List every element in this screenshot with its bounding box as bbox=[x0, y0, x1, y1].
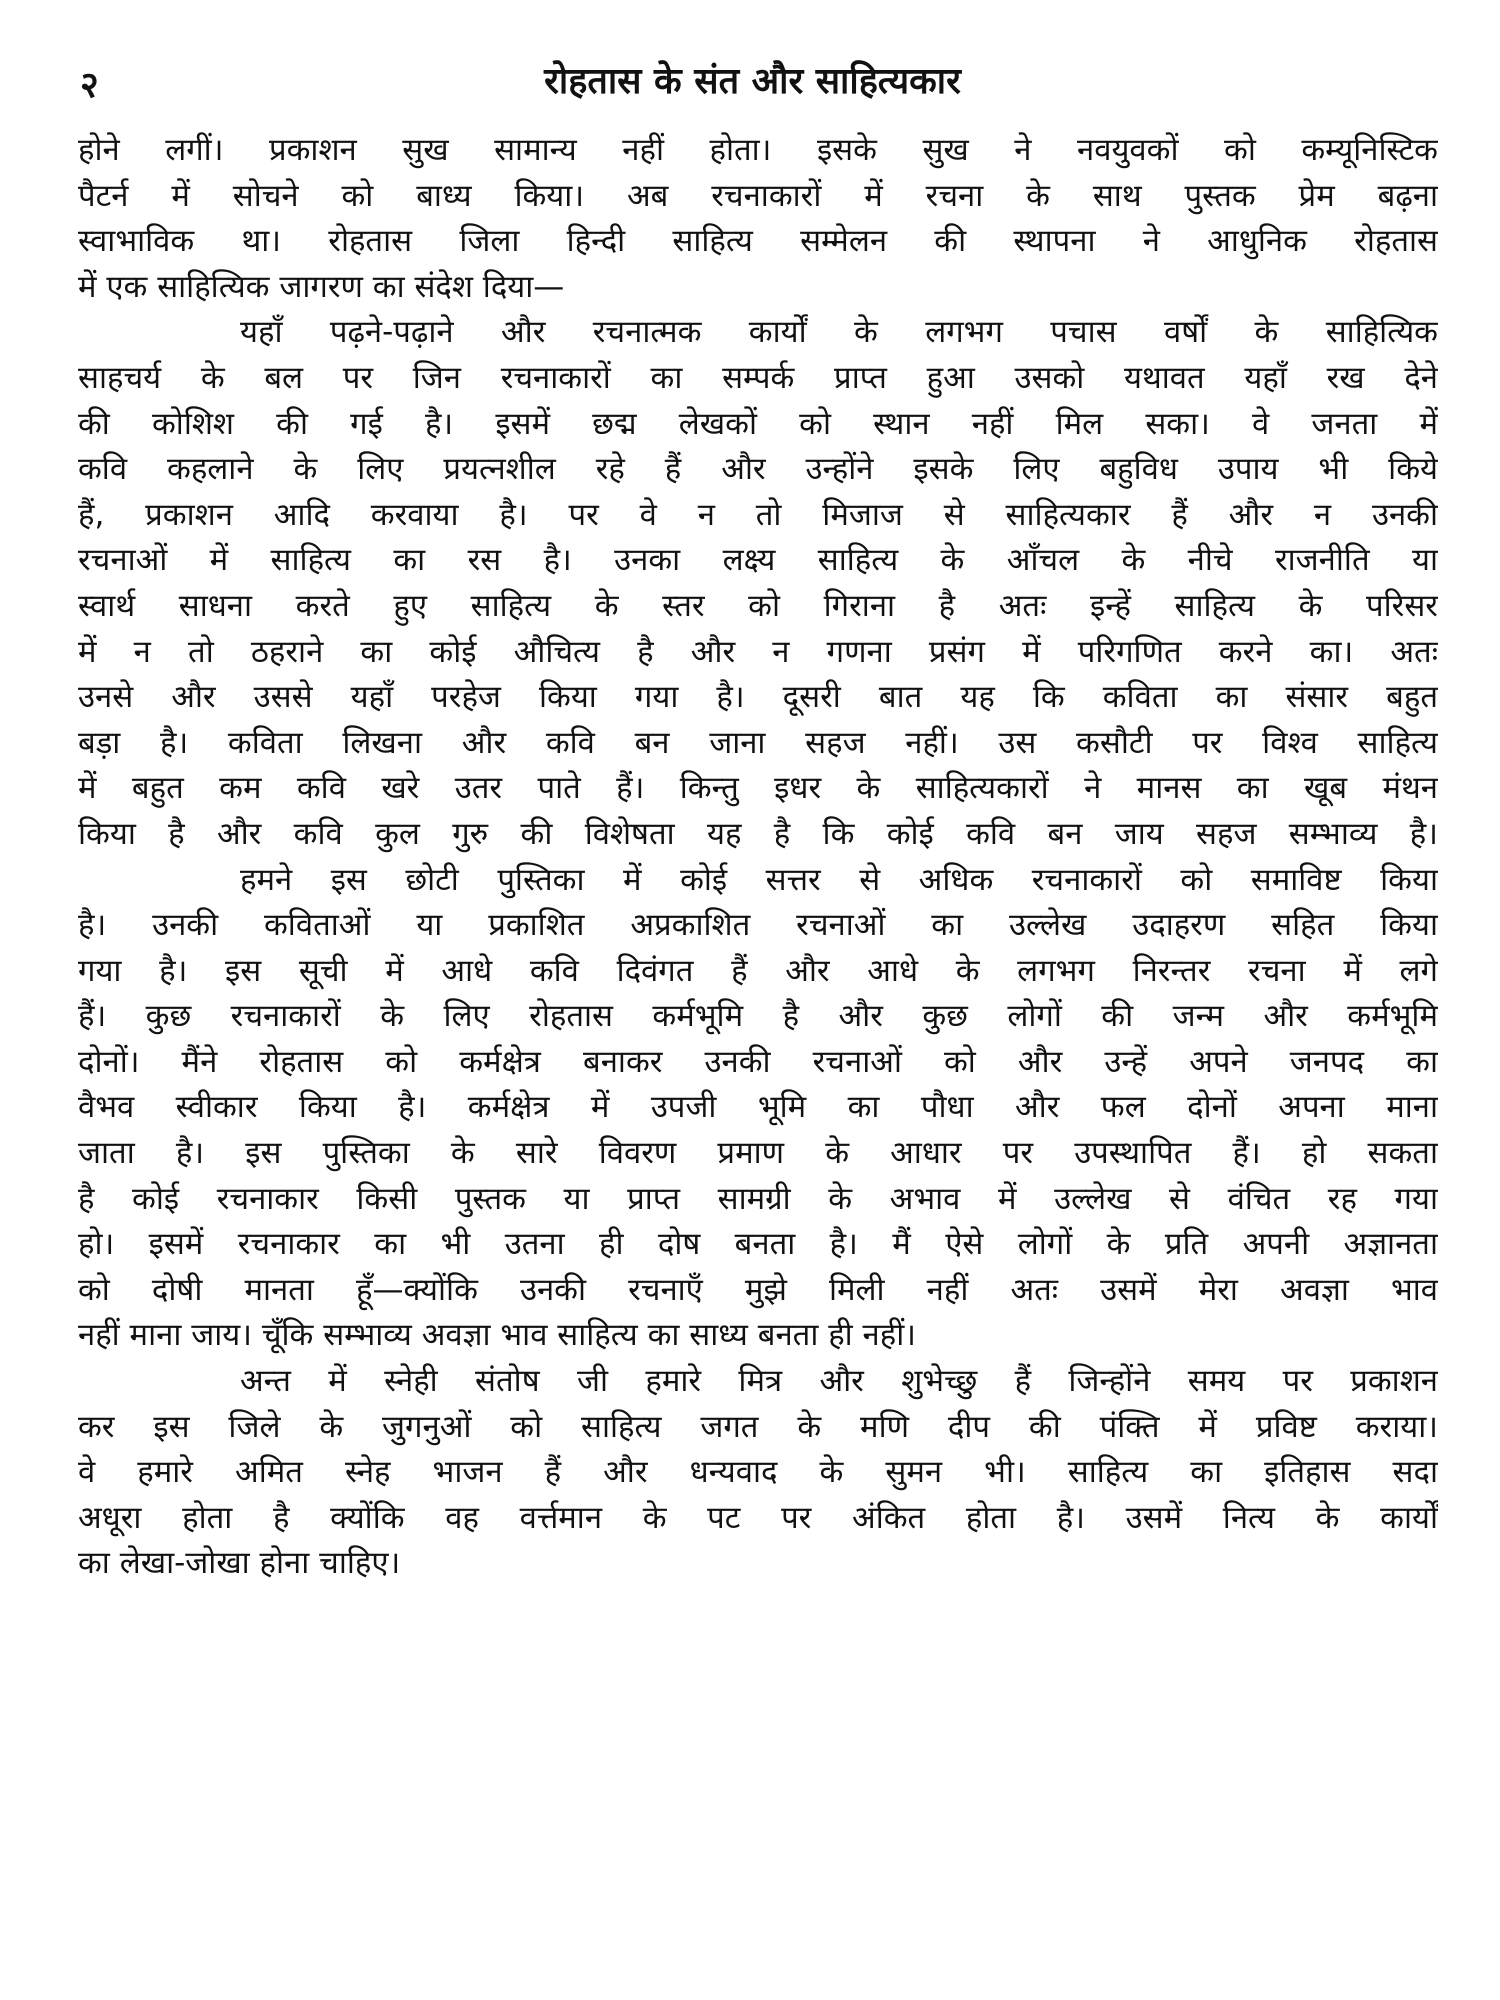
text-line: है कोई रचनाकार किसी पुस्तक या प्राप्त सामग्री के अभाव में उल्लेख से वंचित रह गया bbox=[78, 1180, 1438, 1217]
text-line: में न तो ठहराने का कोई औचित्य है और न गणना प्रसंग में परिगणित करने का। अतः bbox=[78, 633, 1438, 670]
text-line: हो। इसमें रचनाकार का भी उतना ही दोष बनता है। मैं ऐसे लोगों के प्रति अपनी अज्ञानता bbox=[78, 1226, 1438, 1263]
text-line: को दोषी मानता हूँ—क्योंकि उनकी रचनाएँ मुझे मिली नहीं अतः उसमें मेरा अवज्ञा भाव bbox=[78, 1271, 1438, 1308]
text-line: होने लगीं। प्रकाशन सुख सामान्य नहीं होता। इसके सुख ने नवयुवकों को कम्यूनिस्टिक bbox=[78, 132, 1438, 168]
text-line: उनसे और उससे यहाँ परहेज किया गया है। दूसरी बात यह कि कविता का संसार बहुत bbox=[78, 679, 1438, 716]
running-head-title: रोहतास के संत और साहित्यकार bbox=[544, 61, 961, 102]
text-line: अधूरा होता है क्योंकि वह वर्त्तमान के पट पर अंकित होता है। उसमें नित्य के कार्यों bbox=[78, 1499, 1438, 1536]
text-line: में बहुत कम कवि खरे उतर पाते हैं। किन्तु इधर के साहित्यकारों ने मानस का खूब मंथन bbox=[78, 770, 1438, 807]
text-line: बड़ा है। कविता लिखना और कवि बन जाना सहज नहीं। उस कसौटी पर विश्व साहित्य bbox=[78, 724, 1438, 761]
text-line: जाता है। इस पुस्तिका के सारे विवरण प्रमाण के आधार पर उपस्थापित हैं। हो सकता bbox=[78, 1135, 1438, 1172]
text-line: साहचर्य के बल पर जिन रचनाकारों का सम्पर्क प्राप्त हुआ उसको यथावत यहाँ रख देने bbox=[78, 359, 1438, 396]
text-line: की कोशिश की गई है। इसमें छद्म लेखकों को स्थान नहीं मिल सका। वे जनता में bbox=[78, 405, 1438, 442]
text-line: हैं, प्रकाशन आदि करवाया है। पर वे न तो मिजाज से साहित्यकार हैं और न उनकी bbox=[78, 496, 1438, 533]
page-number: २ bbox=[80, 65, 99, 106]
text-line: हमने इस छोटी पुस्तिका में कोई सत्तर से अधिक रचनाकारों को समाविष्ट किया bbox=[240, 861, 1438, 898]
text-line: अन्त में स्नेही संतोष जी हमारे मित्र और शुभेच्छु हैं जिन्होंने समय पर प्रकाशन bbox=[240, 1363, 1438, 1400]
text-line: वैभव स्वीकार किया है। कर्मक्षेत्र में उपजी भूमि का पौधा और फल दोनों अपना माना bbox=[78, 1089, 1438, 1126]
body-text bbox=[78, 128, 1438, 1587]
text-line: यहाँ पढ़ने-पढ़ाने और रचनात्मक कार्यों के लगभग पचास वर्षों के साहित्यिक bbox=[240, 314, 1438, 351]
text-line: वे हमारे अमित स्नेह भाजन हैं और धन्यवाद के सुमन भी। साहित्य का इतिहास सदा bbox=[78, 1454, 1438, 1491]
text-line: गया है। इस सूची में आधे कवि दिवंगत हैं और आधे के लगभग निरन्तर रचना में लगे bbox=[78, 952, 1438, 989]
text-line: स्वाभाविक था। रोहतास जिला हिन्दी साहित्य सम्मेलन की स्थापना ने आधुनिक रोहतास bbox=[78, 223, 1438, 260]
text-line: नहीं माना जाय। चूँकि सम्भाव्य अवज्ञा भाव साहित्य का साध्य बनता ही नहीं। bbox=[78, 1317, 917, 1354]
text-line: दोनों। मैंने रोहतास को कर्मक्षेत्र बनाकर उनकी रचनाओं को और उन्हें अपने जनपद का bbox=[78, 1043, 1438, 1080]
text-line: का लेखा-जोखा होना चाहिए। bbox=[78, 1545, 401, 1582]
text-line: पैटर्न में सोचने को बाध्य किया। अब रचनाकारों में रचना के साथ पुस्तक प्रेम बढ़ना bbox=[78, 177, 1438, 214]
text-line: स्वार्थ साधना करते हुए साहित्य के स्तर को गिराना है अतः इन्हें साहित्य के परिसर bbox=[78, 587, 1438, 624]
text-line: में एक साहित्यिक जागरण का संदेश दिया— bbox=[78, 268, 565, 305]
text-line: कवि कहलाने के लिए प्रयत्नशील रहे हैं और उन्होंने इसके लिए बहुविध उपाय भी किये bbox=[78, 451, 1438, 488]
text-line: किया है और कवि कुल गुरु की विशेषता यह है कि कोई कवि बन जाय सहज सम्भाव्य है। bbox=[78, 815, 1438, 852]
page-header bbox=[70, 55, 1435, 115]
text-line: है। उनकी कविताओं या प्रकाशित अप्रकाशित रचनाओं का उल्लेख उदाहरण सहित किया bbox=[78, 907, 1438, 944]
text-line: रचनाओं में साहित्य का रस है। उनका लक्ष्य साहित्य के आँचल के नीचे राजनीति या bbox=[78, 542, 1438, 579]
text-line: कर इस जिले के जुगनुओं को साहित्य जगत के मणि दीप की पंक्ति में प्रविष्ट कराया। bbox=[78, 1408, 1438, 1445]
text-line: हैं। कुछ रचनाकारों के लिए रोहतास कर्मभूमि है और कुछ लोगों की जन्म और कर्मभूमि bbox=[78, 998, 1438, 1035]
